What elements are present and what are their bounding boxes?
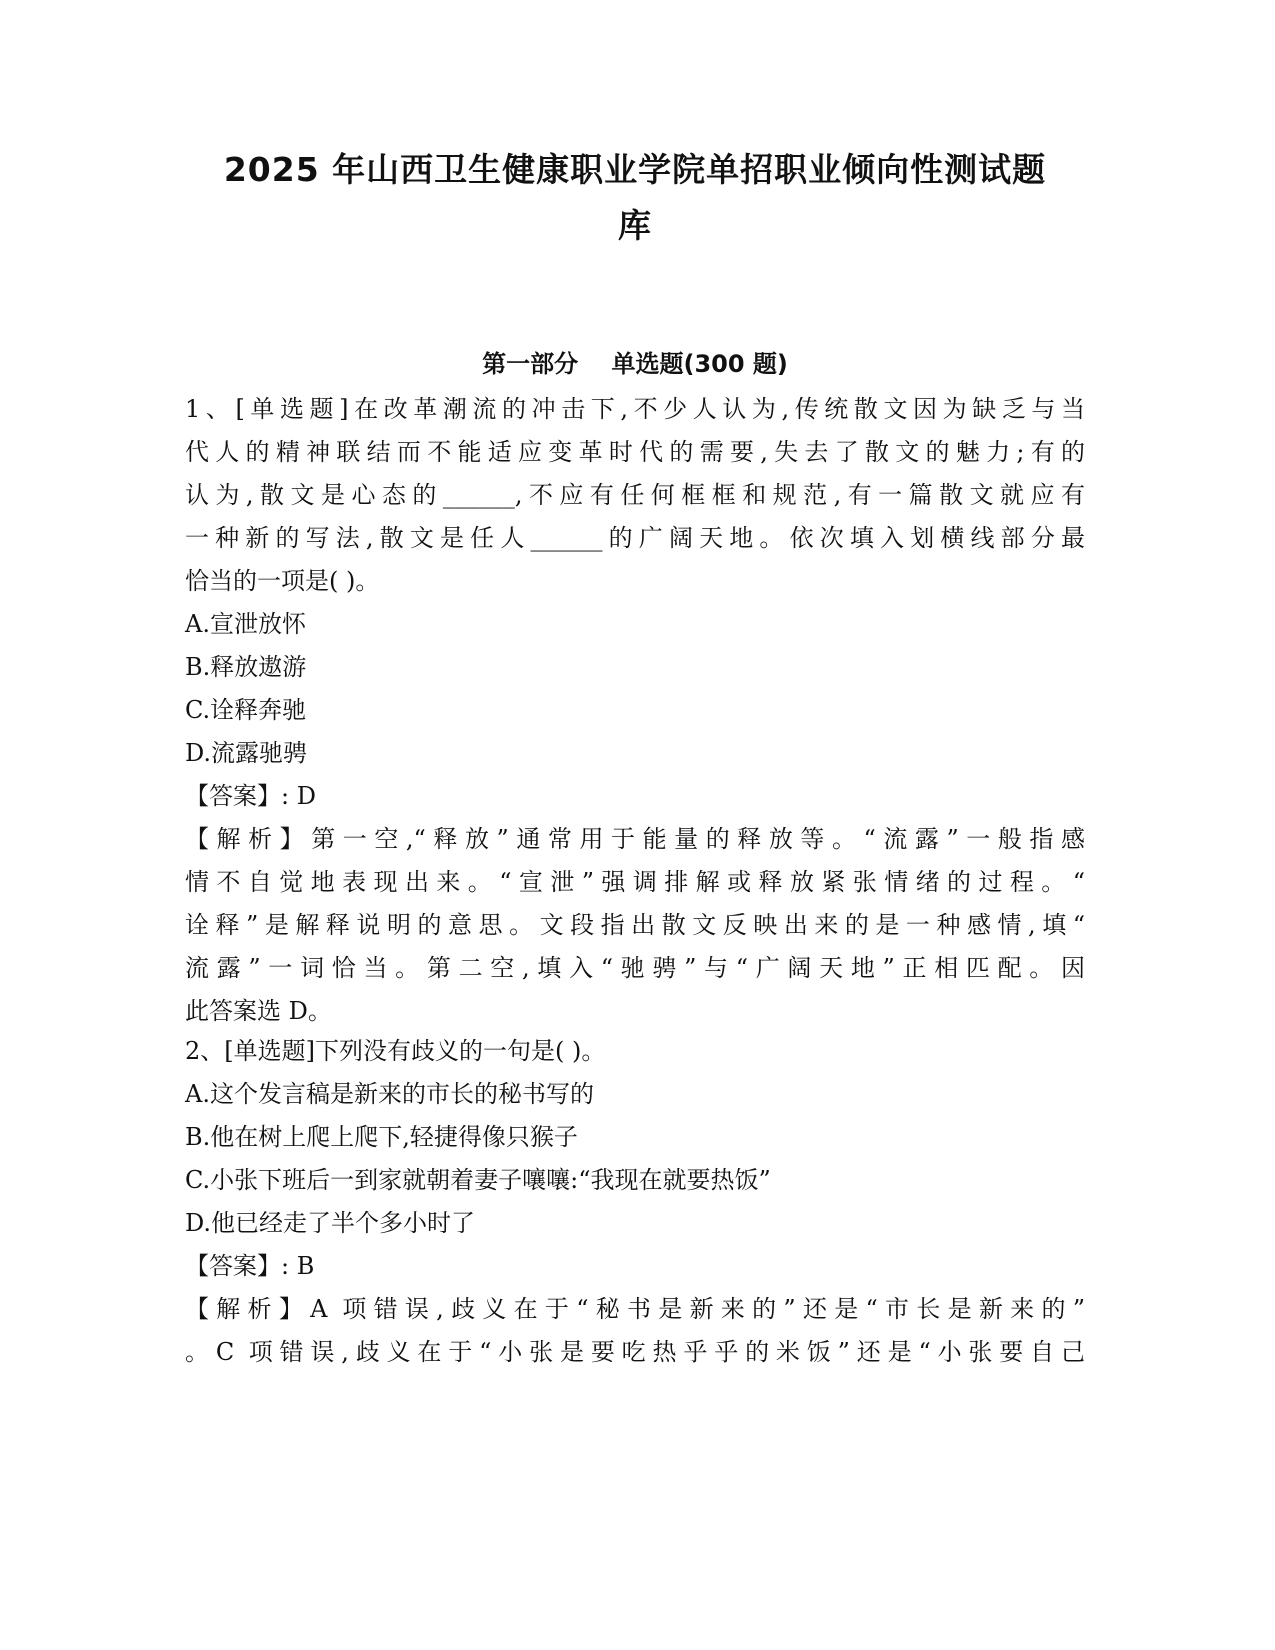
question-1 <box>185 388 1085 1033</box>
answer-value: : D <box>281 782 316 810</box>
option-b: B.释放遨游 <box>185 653 307 681</box>
option-c: C.小张下班后一到家就朝着妻子嚷嚷:“我现在就要热饭” <box>185 1166 771 1194</box>
question-2 <box>185 1030 1085 1374</box>
question-stem-line: 代人的精神联结而不能适应变革时代的需要,失去了散文的魅力;有的 <box>185 438 1085 466</box>
answer-label: 【答案】 <box>185 782 281 810</box>
answer-value: : B <box>281 1252 315 1280</box>
question-stem-line: 一种新的写法,散文是任人______的广阔天地。依次填入划横线部分最 <box>185 524 1085 552</box>
option-a: A.这个发言稿是新来的市长的秘书写的 <box>185 1080 594 1108</box>
answer-line <box>185 775 1085 818</box>
question-stem-line: 恰当的一项是( )。 <box>185 567 380 595</box>
section-heading <box>185 347 1085 381</box>
option-d: D.他已经走了半个多小时了 <box>185 1209 476 1237</box>
section-part-label: 第一部分 <box>482 350 579 378</box>
option-b: B.他在树上爬上爬下,轻捷得像只猴子 <box>185 1123 578 1151</box>
analysis-line: 诠释”是解释说明的意思。文段指出散文反映出来的是一种感情,填“ <box>185 911 1085 939</box>
option-a: A.宣泄放怀 <box>185 610 306 638</box>
analysis-line: 此答案选 D。 <box>185 997 332 1025</box>
analysis-line: 。C 项错误,歧义在于“小张是要吃热乎乎的米饭”还是“小张要自己 <box>185 1338 1085 1366</box>
section-type-label: 单选题(300 题) <box>611 350 788 378</box>
analysis-line: 流露”一词恰当。第二空,填入“驰骋”与“广阔天地”正相匹配。因 <box>185 954 1085 982</box>
analysis-line: 情不自觉地表现出来。“宣泄”强调排解或释放紧张情绪的过程。“ <box>185 868 1085 896</box>
title-line-1: 2025 年山西卫生健康职业学院单招职业倾向性测试题 <box>223 150 1047 189</box>
answer-line <box>185 1245 1085 1288</box>
option-d: D.流露驰骋 <box>185 739 308 767</box>
answer-label: 【答案】 <box>185 1252 281 1280</box>
question-stem-line: 2、[单选题]下列没有歧义的一句是( )。 <box>185 1037 606 1065</box>
document-title <box>185 142 1085 254</box>
title-line-2: 库 <box>618 206 652 245</box>
analysis-line: 【解析】A 项错误,歧义在于“秘书是新来的”还是“市长是新来的” <box>185 1295 1085 1323</box>
question-stem-line: 认为,散文是心态的______,不应有任何框框和规范,有一篇散文就应有 <box>185 481 1085 509</box>
question-stem-line: 1、[单选题]在改革潮流的冲击下,不少人认为,传统散文因为缺乏与当 <box>185 395 1085 423</box>
option-c: C.诠释奔驰 <box>185 696 307 724</box>
analysis-line: 【解析】第一空,“释放”通常用于能量的释放等。“流露”一般指感 <box>185 825 1085 853</box>
